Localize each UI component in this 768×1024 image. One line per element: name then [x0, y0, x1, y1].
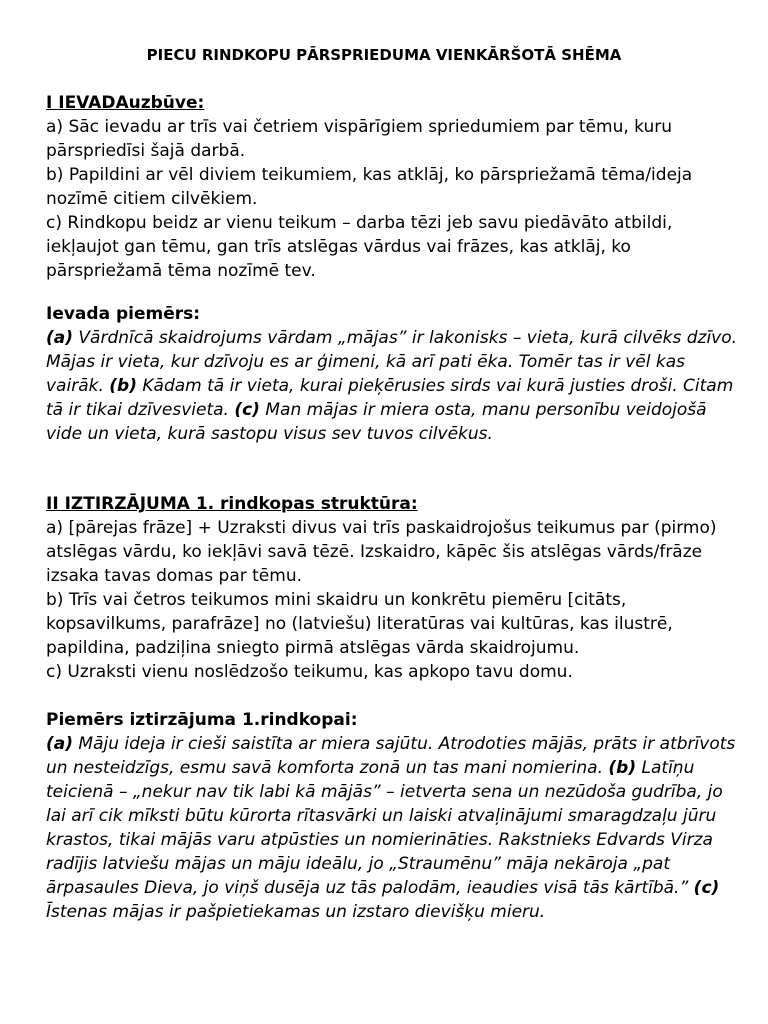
intro-example-text: Vārdnīcā skaidrojums vārdam „mājas” ir lakonisks – vieta, kurā cilvēks dzīvo.	[73, 328, 738, 348]
intro-heading: I IEVADAuzbūve:	[46, 93, 205, 113]
intro-example-section	[46, 302, 738, 446]
intro-example-line: vide un vieta, kurā sastopu visus sev tuvos cilvēkus.	[46, 424, 493, 444]
intro-example-text: vairāk.	[46, 376, 110, 396]
body-example-text: Māju ideja ir cieši saistīta ar miera sajūtu. Atrodoties mājās, prāts ir atbrīvots	[73, 734, 736, 754]
body-section	[46, 492, 726, 684]
body-example-line	[46, 732, 736, 756]
body-example-line	[46, 876, 726, 900]
body-example-line: Īstenas mājas ir pašpietiekamas un izstaro dievišķu mieru.	[46, 902, 546, 922]
page-title: PIECU RINDKOPU PĀRSPRIEDUMA VIENKĀRŠOTĀ SHĒMA	[146, 46, 622, 64]
marker-a: (a)	[46, 328, 74, 348]
marker-b: (b)	[608, 758, 637, 778]
body-line: b) Trīs vai četros teikumos mini skaidru un konkrētu piemēru [citāts,	[46, 590, 627, 610]
intro-example-text: tā ir tikai dzīvesvieta.	[46, 400, 235, 420]
body-example-line: teicienā – „nekur nav tik labi kā mājās” – ietverta sena un nezūdoša gudrība, jo	[46, 782, 723, 802]
intro-line: c) Rindkopu beidz ar vienu teikum – darba tēzi jeb savu piedāvāto atbildi,	[46, 213, 673, 233]
body-line: a) [pārejas frāze] + Uzraksti divus vai trīs paskaidrojošus teikumus par (pirmo)	[46, 518, 717, 538]
body-example-heading: Piemērs iztirzājuma 1.rindkopai:	[46, 710, 358, 730]
marker-c: (c)	[693, 878, 720, 898]
intro-example-heading: Ievada piemērs:	[46, 304, 201, 324]
body-line: c) Uzraksti vienu noslēdzošo teikumu, kas apkopo tavu domu.	[46, 662, 573, 682]
intro-section	[46, 91, 726, 283]
marker-b: (b)	[109, 376, 137, 396]
intro-line: nozīmē citiem cilvēkiem.	[46, 189, 258, 209]
body-example-line: radījis latviešu mājas un māju ideālu, jo „Straumēnu” māja nekāroja „pat	[46, 854, 671, 874]
body-example-text: Latīņu	[636, 758, 695, 778]
intro-line: pārspriežamā tēma nozīmē tev.	[46, 261, 316, 281]
body-example-line: lai arī cik mīksti būtu kūrorta rītasvārki un laiski atvaļinājumi smaragdzaļu jūru	[46, 806, 717, 826]
intro-example-line	[46, 326, 738, 350]
body-example-section	[46, 708, 736, 924]
body-line: kopsavilkums, parafrāze] no (latviešu) literatūras vai kultūras, kas ilustrē,	[46, 614, 673, 634]
intro-line: b) Papildini ar vēl diviem teikumiem, kas atklāj, ko pārspriežamā tēma/ideja	[46, 165, 693, 185]
body-example-line: krastos, tikai mājās varu atpūsties un nomierināties. Rakstnieks Edvards Virza	[46, 830, 713, 850]
intro-example-line	[46, 374, 734, 398]
body-example-text: un nesteidzīgs, esmu savā komforta zonā un tas mani nomierina.	[46, 758, 609, 778]
intro-line: iekļaujot gan tēmu, gan trīs atslēgas vārdus vai frāzes, kas atklāj, ko	[46, 237, 631, 257]
body-example-line	[46, 756, 726, 780]
body-heading: II IZTIRZĀJUMA 1. rindkopas struktūra:	[46, 494, 418, 514]
marker-c: (c)	[234, 400, 260, 420]
intro-example-text: Man mājas ir miera osta, manu personību veidojošā	[259, 400, 707, 420]
intro-example-text: Kādam tā ir vieta, kurai pieķērusies sirds vai kurā justies droši. Citam	[136, 376, 734, 396]
marker-a: (a)	[46, 734, 74, 754]
intro-line: a) Sāc ievadu ar trīs vai četriem vispārīgiem spriedumiem par tēmu, kuru	[46, 117, 673, 137]
body-line: izsaka tavas domas par tēmu.	[46, 566, 303, 586]
intro-line: pārspriedīsi šajā darbā.	[46, 141, 246, 161]
body-example-text: ārpasaules Dieva, jo viņš dusēja uz tās palodām, ieaudies visā tās kārtībā.”	[46, 878, 694, 898]
intro-example-line	[46, 398, 726, 422]
intro-example-line: Mājas ir vieta, kur dzīvoju es ar ģimeni, kā arī pati ēka. Tomēr tas ir vēl kas	[46, 352, 685, 372]
body-line: atslēgas vārdu, ko iekļāvi savā tēzē. Izskaidro, kāpēc šis atslēgas vārds/frāze	[46, 542, 703, 562]
body-line: papildina, padziļina sniegto pirmā atslēgas vārda skaidrojumu.	[46, 638, 580, 658]
